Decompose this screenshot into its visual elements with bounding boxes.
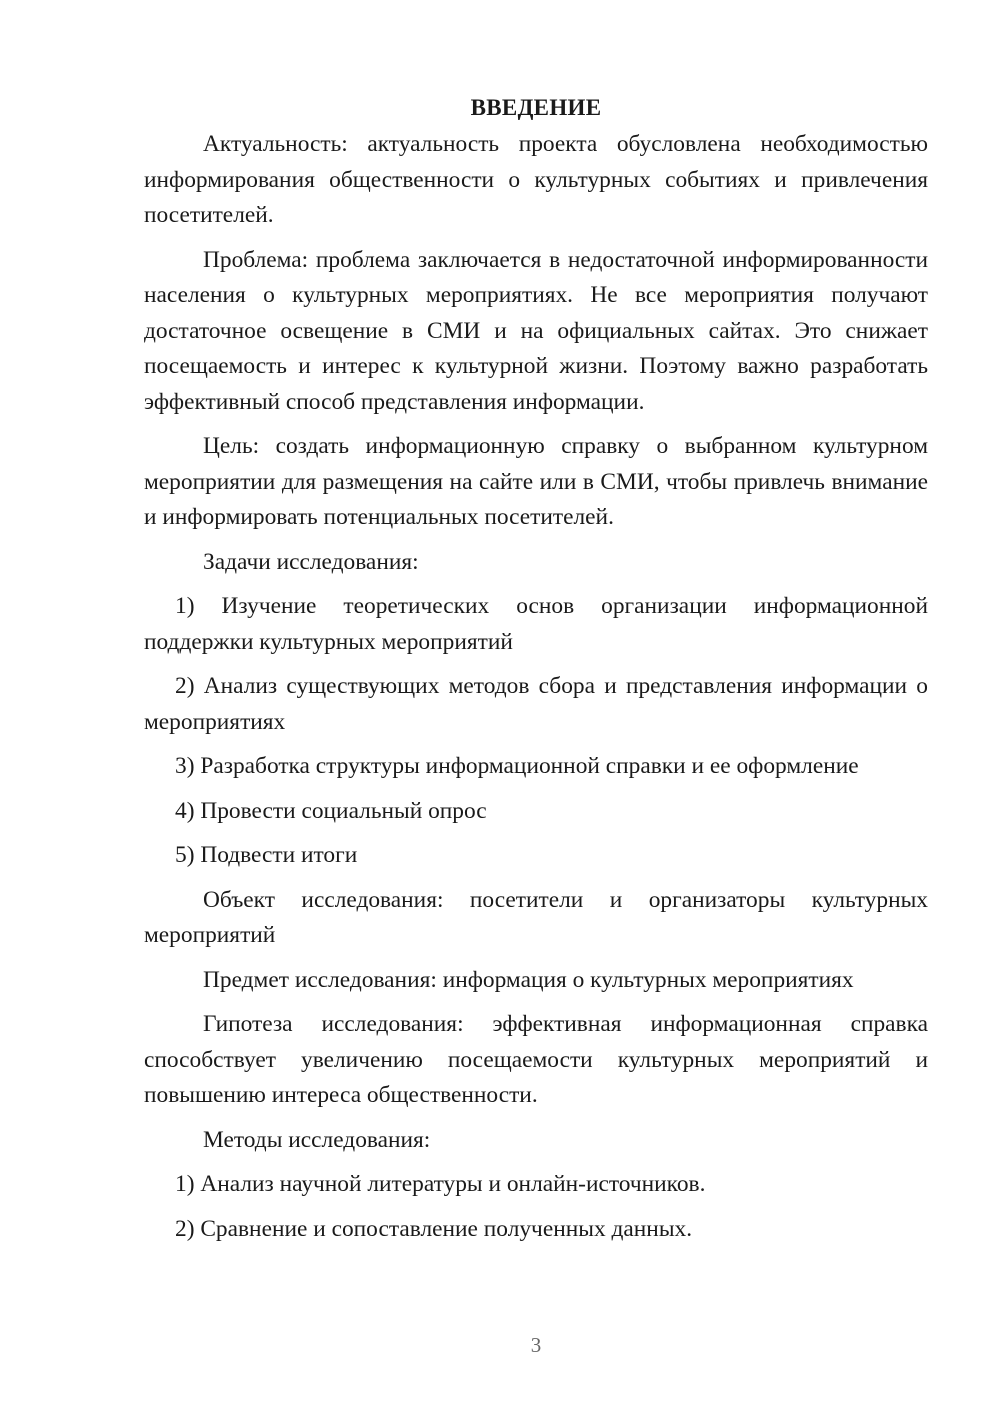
relevance-paragraph: Актуальность: актуальность проекта обусловлена необходимостью информирования общественности о культурных событиях и привлечения посетителей. <box>144 131 928 228</box>
task-item-3: 3) Разработка структуры информационной справки и ее оформление <box>175 753 859 779</box>
page-number: 3 <box>530 1333 542 1357</box>
method-item-2: 2) Сравнение и сопоставление полученных данных. <box>175 1215 693 1242</box>
document-page <box>144 90 928 1256</box>
task-item-2: 2) Анализ существующих методов сбора и представления информации о мероприятиях <box>144 673 928 735</box>
hypothesis-paragraph: Гипотеза исследования: эффективная информационная справка способствует увеличению посещаемости культурных мероприятий и повышению интереса общественности. <box>144 1011 928 1108</box>
goal-paragraph: Цель: создать информационную справку о выбранном культурном мероприятии для размещения на сайте или в СМИ, чтобы привлечь внимание и информировать потенциальных посетителей. <box>144 433 928 530</box>
task-item-1: 1) Изучение теоретических основ организации информационной поддержки культурных мероприятий <box>144 593 928 655</box>
task-item-4: 4) Провести социальный опрос <box>175 797 487 824</box>
problem-paragraph: Проблема: проблема заключается в недостаточной информированности населения о культурных мероприятиях. Не все мероприятия получают достаточное освещение в СМИ и на официальных сайтах. Это снижает посещаемость и интерес к культурной жизни. Поэтому важно разработать эффективный способ представления информации. <box>144 246 928 415</box>
subject-paragraph: Предмет исследования: информация о культурных мероприятиях <box>203 966 854 993</box>
tasks-heading: Задачи исследования: <box>203 548 419 575</box>
task-item-5: 5) Подвести итоги <box>175 842 358 868</box>
method-item-1: 1) Анализ научной литературы и онлайн-источников. <box>175 1171 706 1197</box>
page-title: ВВЕДЕНИЕ <box>470 95 602 120</box>
methods-heading: Методы исследования: <box>203 1126 431 1153</box>
object-paragraph: Объект исследования: посетители и организаторы культурных мероприятий <box>144 886 928 948</box>
